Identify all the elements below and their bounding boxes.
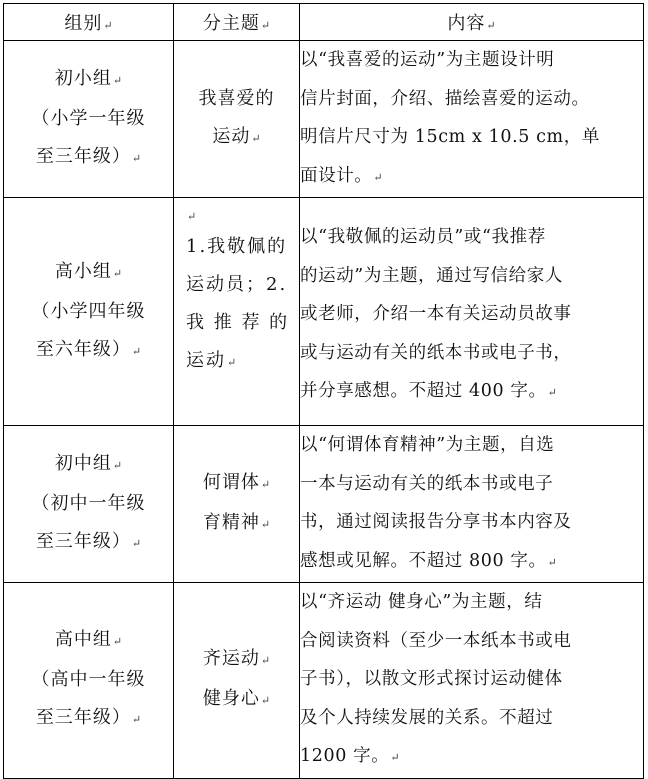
content-line: 或老师，介绍一本有关运动员故事 <box>300 304 572 325</box>
header-content-label: 内容 <box>447 13 486 34</box>
theme-line <box>174 464 299 504</box>
line-text: 1200 字。 <box>300 746 390 766</box>
paragraph-mark: ↵ <box>547 386 557 400</box>
line-text: 高中组 <box>54 629 112 651</box>
content-cell <box>300 426 644 583</box>
header-group-label: 组别 <box>64 13 103 34</box>
paragraph-mark: ↵ <box>260 19 271 32</box>
theme-line <box>186 204 291 228</box>
paragraph-mark: ↵ <box>112 635 123 649</box>
group-line <box>4 253 173 293</box>
content-cell <box>300 41 644 198</box>
line-text: （小学四年级 <box>31 300 146 322</box>
group-line <box>4 100 173 138</box>
content-line: 明信片尺寸为 15cm x 10.5 cm，单 <box>300 127 600 147</box>
line-text: 初小组 <box>54 68 112 89</box>
paragraph-mark: ↵ <box>390 751 400 764</box>
line-text: 感想或见解。不超过 800 字。 <box>300 550 547 571</box>
line-text: 1.我敬佩的 <box>186 236 288 257</box>
line-text: （初中一年级 <box>31 493 146 514</box>
table-row <box>4 41 644 198</box>
paragraph-mark: ↵ <box>112 266 123 280</box>
content-line: 以“我敬佩的运动员”或“我推荐 <box>300 227 546 248</box>
content-line: 或与运动有关的纸本书或电子书， <box>300 342 572 363</box>
group-line <box>4 60 173 100</box>
paragraph-mark: ↵ <box>112 459 123 472</box>
group-cell <box>4 41 174 198</box>
paragraph-mark: ↵ <box>486 19 496 32</box>
line-text: 至三年级） <box>35 146 131 167</box>
paragraph-mark: ↵ <box>103 19 113 32</box>
content-line: 书，通过阅读报告分享书本内容及 <box>300 512 572 532</box>
group-line <box>4 523 173 563</box>
line-text: 育精神 <box>202 512 260 533</box>
theme-cell <box>174 583 300 779</box>
theme-line <box>174 118 299 158</box>
line-text: 至三年级） <box>35 531 131 552</box>
content-line: 及个人持续发展的关系。不超过 <box>300 707 554 728</box>
content-line <box>300 737 643 778</box>
line-text: 面设计。 <box>300 165 373 186</box>
line-text: 运动员；2. <box>186 274 288 295</box>
line-text: 运动 <box>186 350 226 371</box>
theme-cell <box>174 426 300 583</box>
content-line: 一本与运动有关的纸本书或电子 <box>300 473 554 494</box>
content-line <box>300 542 643 583</box>
content-line: 信片封面，介绍、描绘喜爱的运动。 <box>300 88 590 109</box>
line-text: 运动 <box>212 126 251 147</box>
paragraph-mark: ↵ <box>131 152 142 165</box>
paragraph-mark: ↵ <box>260 654 271 668</box>
content-line: 子书），以散文形式探讨运动健体 <box>300 669 563 689</box>
line-text: 至六年级） <box>35 338 131 360</box>
header-theme-label: 分主题 <box>202 13 260 34</box>
theme-line <box>186 266 291 304</box>
table-row <box>4 198 644 426</box>
content-line <box>300 372 643 413</box>
group-cell <box>4 198 174 426</box>
paragraph-mark: ↵ <box>187 210 197 223</box>
header-group <box>4 4 174 41</box>
content-line: 合阅读资料（至少一本纸本书或电 <box>300 630 572 651</box>
paragraph-mark: ↵ <box>260 694 271 708</box>
group-line <box>4 138 173 178</box>
table-row <box>4 426 644 583</box>
paragraph-mark: ↵ <box>373 170 383 184</box>
group-line <box>4 699 173 739</box>
line-text: 并分享感想。不超过 400 字。 <box>300 381 547 402</box>
group-line <box>4 293 173 331</box>
paragraph-mark: ↵ <box>227 356 237 369</box>
header-theme <box>174 4 300 41</box>
line-text: 至三年级） <box>35 707 131 729</box>
paragraph-mark: ↵ <box>131 537 142 550</box>
line-text: 何谓体 <box>202 472 260 493</box>
paragraph-mark: ↵ <box>260 478 271 491</box>
paragraph-mark: ↵ <box>131 344 142 358</box>
theme-line <box>186 304 291 342</box>
content-line: 以“何谓体育精神”为主题，自选 <box>300 435 555 455</box>
theme-line <box>174 504 299 544</box>
group-line <box>4 331 173 371</box>
paragraph-mark: ↵ <box>547 555 557 569</box>
theme-line <box>174 80 299 118</box>
group-line <box>4 485 173 523</box>
group-cell <box>4 426 174 583</box>
line-text: 我喜爱的 <box>198 88 275 109</box>
paragraph-mark: ↵ <box>131 713 142 727</box>
table-row <box>4 583 644 779</box>
paragraph-mark: ↵ <box>112 74 123 87</box>
theme-line <box>174 640 299 680</box>
activity-table <box>3 3 644 779</box>
content-line: 的运动”为主题，通过写信给家人 <box>300 265 563 286</box>
line-text: 高小组 <box>54 260 112 282</box>
group-line <box>4 621 173 661</box>
theme-line <box>186 228 291 266</box>
theme-line <box>186 342 291 382</box>
theme-cell <box>174 41 300 198</box>
group-line <box>4 661 173 699</box>
table-header-row <box>4 4 644 41</box>
line-text: 我 推 荐 的 <box>186 312 290 333</box>
content-line <box>300 157 643 198</box>
line-text: 初中组 <box>54 453 112 474</box>
content-cell <box>300 198 644 426</box>
line-text: 齐运动 <box>202 648 260 670</box>
content-line: 以“齐运动 健身心”为主题，结 <box>300 592 543 612</box>
group-line <box>4 445 173 485</box>
line-text: （小学一年级 <box>31 108 146 129</box>
theme-cell <box>174 198 300 426</box>
line-text: 健身心 <box>202 688 260 710</box>
group-cell <box>4 583 174 779</box>
content-cell <box>300 583 644 779</box>
content-line: 以“我喜爱的运动”为主题设计明 <box>300 50 555 70</box>
header-content <box>300 4 644 41</box>
paragraph-mark: ↵ <box>251 132 261 145</box>
paragraph-mark: ↵ <box>260 518 271 531</box>
line-text: （高中一年级 <box>31 669 146 691</box>
theme-line <box>174 680 299 720</box>
